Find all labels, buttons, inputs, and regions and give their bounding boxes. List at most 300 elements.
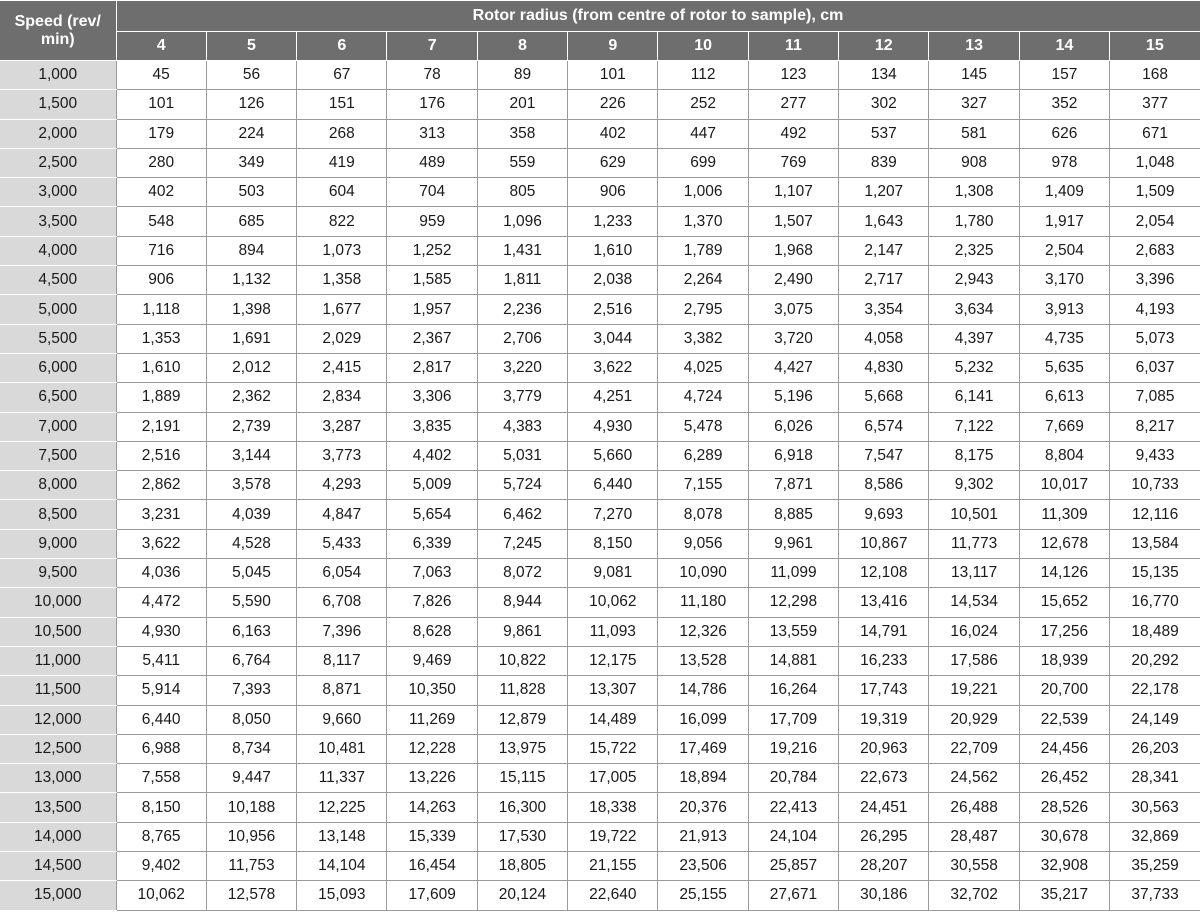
- rcf-value-cell: 252: [658, 90, 748, 119]
- rcf-value-cell: 3,220: [477, 353, 567, 382]
- rcf-value-cell: 26,488: [929, 793, 1019, 822]
- speed-cell: 9,500: [0, 559, 116, 588]
- rcf-value-cell: 13,975: [477, 734, 567, 763]
- rcf-value-cell: 16,454: [387, 852, 477, 881]
- rcf-value-cell: 4,251: [568, 383, 658, 412]
- rcf-value-cell: 2,012: [206, 353, 296, 382]
- rcf-value-cell: 7,085: [1110, 383, 1200, 412]
- rcf-value-cell: 11,753: [206, 852, 296, 881]
- rcf-value-cell: 5,724: [477, 471, 567, 500]
- table-row: [0, 90, 1200, 119]
- rcf-value-cell: 12,116: [1110, 500, 1200, 529]
- table-row: [0, 178, 1200, 207]
- rcf-value-cell: 1,358: [297, 266, 387, 295]
- rcf-value-cell: 9,402: [116, 852, 206, 881]
- rcf-value-cell: 15,652: [1019, 588, 1109, 617]
- rcf-value-cell: 10,062: [116, 881, 206, 910]
- rcf-value-cell: 7,122: [929, 412, 1019, 441]
- rcf-value-cell: 302: [839, 90, 929, 119]
- rcf-value-cell: 157: [1019, 61, 1109, 90]
- speed-cell: 4,000: [0, 236, 116, 265]
- speed-cell: 7,500: [0, 441, 116, 470]
- rcf-value-cell: 10,062: [568, 588, 658, 617]
- rcf-value-cell: 6,054: [297, 559, 387, 588]
- rcf-value-cell: 11,337: [297, 764, 387, 793]
- table-row: [0, 61, 1200, 90]
- rcf-value-cell: 16,024: [929, 617, 1019, 646]
- rcf-value-cell: 1,968: [748, 236, 838, 265]
- rcf-value-cell: 3,306: [387, 383, 477, 412]
- rcf-value-cell: 280: [116, 148, 206, 177]
- rcf-value-cell: 2,862: [116, 471, 206, 500]
- rcf-value-cell: 1,917: [1019, 207, 1109, 236]
- rcf-value-cell: 805: [477, 178, 567, 207]
- rcf-value-cell: 4,427: [748, 353, 838, 382]
- rcf-value-cell: 6,613: [1019, 383, 1109, 412]
- table-row: [0, 471, 1200, 500]
- rcf-value-cell: 4,039: [206, 500, 296, 529]
- rcf-value-cell: 8,072: [477, 559, 567, 588]
- rcf-value-cell: 2,490: [748, 266, 838, 295]
- rcf-value-cell: 14,489: [568, 705, 658, 734]
- rcf-value-cell: 17,005: [568, 764, 658, 793]
- rcf-value-cell: 17,709: [748, 705, 838, 734]
- rcf-value-cell: 277: [748, 90, 838, 119]
- rcf-value-cell: 2,739: [206, 412, 296, 441]
- speed-cell: 1,500: [0, 90, 116, 119]
- rcf-value-cell: 20,700: [1019, 676, 1109, 705]
- rcf-value-cell: 9,861: [477, 617, 567, 646]
- rcf-value-cell: 16,233: [839, 646, 929, 675]
- radius-column-header: 8: [477, 32, 567, 61]
- rcf-value-cell: 10,350: [387, 676, 477, 705]
- rcf-value-cell: 14,786: [658, 676, 748, 705]
- speed-cell: 11,000: [0, 646, 116, 675]
- speed-cell: 3,000: [0, 178, 116, 207]
- rcf-value-cell: 7,393: [206, 676, 296, 705]
- rcf-value-cell: 151: [297, 90, 387, 119]
- rcf-value-cell: 5,232: [929, 353, 1019, 382]
- radius-column-header: 10: [658, 32, 748, 61]
- speed-cell: 6,500: [0, 383, 116, 412]
- rcf-value-cell: 18,805: [477, 852, 567, 881]
- rcf-value-cell: 7,669: [1019, 412, 1109, 441]
- speed-cell: 12,000: [0, 705, 116, 734]
- rcf-value-cell: 12,225: [297, 793, 387, 822]
- rcf-value-cell: 11,093: [568, 617, 658, 646]
- rcf-value-cell: 503: [206, 178, 296, 207]
- rcf-value-cell: 22,413: [748, 793, 838, 822]
- rcf-value-cell: 1,006: [658, 178, 748, 207]
- rcf-value-cell: 201: [477, 90, 567, 119]
- rcf-value-cell: 112: [658, 61, 748, 90]
- radius-column-header: 11: [748, 32, 838, 61]
- rcf-value-cell: 11,180: [658, 588, 748, 617]
- rcf-value-cell: 1,610: [568, 236, 658, 265]
- rcf-value-cell: 3,622: [568, 353, 658, 382]
- rcf-value-cell: 5,009: [387, 471, 477, 500]
- rcf-value-cell: 629: [568, 148, 658, 177]
- rcf-value-cell: 14,534: [929, 588, 1019, 617]
- rcf-value-cell: 6,462: [477, 500, 567, 529]
- rcf-value-cell: 9,961: [748, 529, 838, 558]
- table-row: [0, 588, 1200, 617]
- rcf-value-cell: 2,683: [1110, 236, 1200, 265]
- rcf-value-cell: 9,660: [297, 705, 387, 734]
- rcf-value-cell: 9,056: [658, 529, 748, 558]
- rcf-value-cell: 26,452: [1019, 764, 1109, 793]
- rcf-value-cell: 1,233: [568, 207, 658, 236]
- rcf-value-cell: 906: [568, 178, 658, 207]
- rcf-value-cell: 8,175: [929, 441, 1019, 470]
- rcf-value-cell: 224: [206, 119, 296, 148]
- rcf-value-cell: 548: [116, 207, 206, 236]
- rcf-value-cell: 10,956: [206, 822, 296, 851]
- speed-column-header: Speed (rev/ min): [0, 1, 116, 61]
- rcf-value-cell: 6,918: [748, 441, 838, 470]
- table-row: [0, 793, 1200, 822]
- rcf-value-cell: 226: [568, 90, 658, 119]
- rcf-value-cell: 123: [748, 61, 838, 90]
- rcf-value-cell: 12,578: [206, 881, 296, 910]
- rcf-value-cell: 101: [116, 90, 206, 119]
- rcf-value-cell: 8,765: [116, 822, 206, 851]
- rcf-value-cell: 16,264: [748, 676, 838, 705]
- rcf-value-cell: 13,117: [929, 559, 1019, 588]
- rcf-value-cell: 2,706: [477, 324, 567, 353]
- rcf-value-cell: 3,396: [1110, 266, 1200, 295]
- rcf-value-cell: 1,207: [839, 178, 929, 207]
- rcf-value-cell: 377: [1110, 90, 1200, 119]
- rcf-value-cell: 8,586: [839, 471, 929, 500]
- rcf-value-cell: 19,221: [929, 676, 1019, 705]
- rcf-value-cell: 1,398: [206, 295, 296, 324]
- rcf-value-cell: 13,528: [658, 646, 748, 675]
- rcf-value-cell: 671: [1110, 119, 1200, 148]
- rcf-value-cell: 10,867: [839, 529, 929, 558]
- rcf-value-cell: 8,734: [206, 734, 296, 763]
- speed-cell: 1,000: [0, 61, 116, 90]
- table-row: [0, 676, 1200, 705]
- rcf-value-cell: 839: [839, 148, 929, 177]
- rcf-value-cell: 3,044: [568, 324, 658, 353]
- rcf-value-cell: 6,708: [297, 588, 387, 617]
- rcf-value-cell: 126: [206, 90, 296, 119]
- rcf-value-cell: 18,489: [1110, 617, 1200, 646]
- speed-cell: 13,500: [0, 793, 116, 822]
- rcf-value-cell: 12,175: [568, 646, 658, 675]
- rcf-value-cell: 822: [297, 207, 387, 236]
- radius-values-row: [0, 32, 1200, 61]
- rcf-value-cell: 7,558: [116, 764, 206, 793]
- speed-cell: 2,000: [0, 119, 116, 148]
- rcf-value-cell: 67: [297, 61, 387, 90]
- rcf-value-cell: 2,367: [387, 324, 477, 353]
- rcf-value-cell: 14,791: [839, 617, 929, 646]
- rcf-value-cell: 8,150: [568, 529, 658, 558]
- rcf-value-cell: 1,585: [387, 266, 477, 295]
- rcf-value-cell: 8,628: [387, 617, 477, 646]
- rcf-value-cell: 559: [477, 148, 567, 177]
- rcf-value-cell: 21,913: [658, 822, 748, 851]
- rcf-value-cell: 492: [748, 119, 838, 148]
- rcf-value-cell: 1,789: [658, 236, 748, 265]
- rcf-value-cell: 168: [1110, 61, 1200, 90]
- rcf-value-cell: 604: [297, 178, 387, 207]
- rcf-value-cell: 26,203: [1110, 734, 1200, 763]
- rcf-value-cell: 769: [748, 148, 838, 177]
- table-row: [0, 822, 1200, 851]
- rcf-value-cell: 11,269: [387, 705, 477, 734]
- rcf-value-cell: 3,913: [1019, 295, 1109, 324]
- radius-column-header: 5: [206, 32, 296, 61]
- rcf-value-cell: 3,287: [297, 412, 387, 441]
- rcf-value-cell: 9,447: [206, 764, 296, 793]
- rcf-value-cell: 5,196: [748, 383, 838, 412]
- rcf-value-cell: 24,451: [839, 793, 929, 822]
- rcf-value-cell: 7,155: [658, 471, 748, 500]
- rcf-value-cell: 1,889: [116, 383, 206, 412]
- radius-column-header: 13: [929, 32, 1019, 61]
- rcf-value-cell: 1,691: [206, 324, 296, 353]
- rcf-value-cell: 1,811: [477, 266, 567, 295]
- rcf-value-cell: 7,270: [568, 500, 658, 529]
- radius-column-header: 7: [387, 32, 477, 61]
- rcf-value-cell: 4,036: [116, 559, 206, 588]
- speed-cell: 5,000: [0, 295, 116, 324]
- rcf-value-cell: 704: [387, 178, 477, 207]
- table-row: [0, 236, 1200, 265]
- rcf-value-cell: 6,163: [206, 617, 296, 646]
- rcf-value-cell: 10,090: [658, 559, 748, 588]
- rcf-value-cell: 3,720: [748, 324, 838, 353]
- radius-group-header: Rotor radius (from centre of rotor to sample), cm: [116, 1, 1200, 32]
- rcf-value-cell: 1,370: [658, 207, 748, 236]
- speed-cell: 12,500: [0, 734, 116, 763]
- rcf-value-cell: 2,795: [658, 295, 748, 324]
- rcf-value-cell: 9,302: [929, 471, 1019, 500]
- rcf-value-cell: 2,236: [477, 295, 567, 324]
- rcf-value-cell: 978: [1019, 148, 1109, 177]
- rcf-value-cell: 1,132: [206, 266, 296, 295]
- rcf-value-cell: 1,957: [387, 295, 477, 324]
- speed-cell: 14,000: [0, 822, 116, 851]
- rcf-value-cell: 1,509: [1110, 178, 1200, 207]
- rcf-value-cell: 30,678: [1019, 822, 1109, 851]
- rcf-value-cell: 581: [929, 119, 1019, 148]
- rcf-value-cell: 17,743: [839, 676, 929, 705]
- rcf-value-cell: 1,677: [297, 295, 387, 324]
- rcf-value-cell: 25,857: [748, 852, 838, 881]
- speed-cell: 4,500: [0, 266, 116, 295]
- table-row: [0, 148, 1200, 177]
- table-row: [0, 207, 1200, 236]
- rcf-value-cell: 716: [116, 236, 206, 265]
- rcf-value-cell: 18,939: [1019, 646, 1109, 675]
- radius-column-header: 9: [568, 32, 658, 61]
- rcf-value-cell: 1,118: [116, 295, 206, 324]
- rcf-value-cell: 419: [297, 148, 387, 177]
- rcf-value-cell: 23,506: [658, 852, 748, 881]
- table-row: [0, 324, 1200, 353]
- rcf-value-cell: 145: [929, 61, 1019, 90]
- rcf-value-cell: 894: [206, 236, 296, 265]
- speed-cell: 15,000: [0, 881, 116, 910]
- speed-cell: 8,500: [0, 500, 116, 529]
- rcf-value-cell: 313: [387, 119, 477, 148]
- rcf-value-cell: 12,678: [1019, 529, 1109, 558]
- rcf-value-cell: 10,501: [929, 500, 1019, 529]
- rcf-value-cell: 17,530: [477, 822, 567, 851]
- rcf-value-cell: 268: [297, 119, 387, 148]
- rcf-value-cell: 8,871: [297, 676, 387, 705]
- rcf-value-cell: 5,635: [1019, 353, 1109, 382]
- rcf-value-cell: 2,038: [568, 266, 658, 295]
- rcf-value-cell: 2,191: [116, 412, 206, 441]
- table-row: [0, 705, 1200, 734]
- rcf-value-cell: 8,050: [206, 705, 296, 734]
- rcf-value-cell: 8,885: [748, 500, 838, 529]
- rcf-value-cell: 5,073: [1110, 324, 1200, 353]
- rcf-value-cell: 8,078: [658, 500, 748, 529]
- rcf-value-cell: 4,724: [658, 383, 748, 412]
- rcf-value-cell: 13,584: [1110, 529, 1200, 558]
- table-row: [0, 295, 1200, 324]
- rcf-value-cell: 14,104: [297, 852, 387, 881]
- speed-cell: 2,500: [0, 148, 116, 177]
- rcf-value-cell: 2,516: [568, 295, 658, 324]
- rcf-value-cell: 2,325: [929, 236, 1019, 265]
- rcf-value-cell: 12,108: [839, 559, 929, 588]
- rcf-value-cell: 6,339: [387, 529, 477, 558]
- rcf-value-cell: 959: [387, 207, 477, 236]
- rcf-value-cell: 352: [1019, 90, 1109, 119]
- rcf-value-cell: 2,264: [658, 266, 748, 295]
- rcf-value-cell: 28,207: [839, 852, 929, 881]
- rcf-value-cell: 327: [929, 90, 1019, 119]
- radius-column-header: 12: [839, 32, 929, 61]
- rcf-value-cell: 11,828: [477, 676, 567, 705]
- rcf-value-cell: 9,433: [1110, 441, 1200, 470]
- rcf-value-cell: 13,559: [748, 617, 838, 646]
- rcf-value-cell: 26,295: [839, 822, 929, 851]
- rcf-value-cell: 14,881: [748, 646, 838, 675]
- rcf-value-cell: 20,292: [1110, 646, 1200, 675]
- rcf-value-cell: 4,830: [839, 353, 929, 382]
- speed-cell: 8,000: [0, 471, 116, 500]
- rcf-value-cell: 11,773: [929, 529, 1019, 558]
- rcf-value-cell: 3,622: [116, 529, 206, 558]
- rcf-value-cell: 6,440: [568, 471, 658, 500]
- rcf-value-cell: 4,025: [658, 353, 748, 382]
- rcf-value-cell: 17,469: [658, 734, 748, 763]
- rcf-value-cell: 5,411: [116, 646, 206, 675]
- rcf-value-cell: 45: [116, 61, 206, 90]
- rcf-value-cell: 906: [116, 266, 206, 295]
- rcf-value-cell: 9,081: [568, 559, 658, 588]
- rcf-value-cell: 626: [1019, 119, 1109, 148]
- rcf-value-cell: 22,673: [839, 764, 929, 793]
- rcf-value-cell: 5,654: [387, 500, 477, 529]
- rcf-value-cell: 5,433: [297, 529, 387, 558]
- rcf-value-cell: 35,217: [1019, 881, 1109, 910]
- table-row: [0, 529, 1200, 558]
- rcf-value-cell: 78: [387, 61, 477, 90]
- rcf-value-cell: 32,869: [1110, 822, 1200, 851]
- rcf-value-cell: 3,170: [1019, 266, 1109, 295]
- rcf-value-cell: 1,252: [387, 236, 477, 265]
- rcf-value-cell: 5,045: [206, 559, 296, 588]
- rcf-value-cell: 2,717: [839, 266, 929, 295]
- rcf-value-cell: 19,319: [839, 705, 929, 734]
- rcf-value-cell: 24,149: [1110, 705, 1200, 734]
- rcf-value-cell: 101: [568, 61, 658, 90]
- rcf-value-cell: 14,126: [1019, 559, 1109, 588]
- rcf-value-cell: 20,376: [658, 793, 748, 822]
- rcf-value-cell: 7,826: [387, 588, 477, 617]
- rcf-value-cell: 24,104: [748, 822, 838, 851]
- table-row: [0, 559, 1200, 588]
- rcf-value-cell: 2,054: [1110, 207, 1200, 236]
- rcf-value-cell: 37,733: [1110, 881, 1200, 910]
- rcf-value-cell: 15,135: [1110, 559, 1200, 588]
- rcf-value-cell: 35,259: [1110, 852, 1200, 881]
- rcf-value-cell: 1,507: [748, 207, 838, 236]
- rcf-value-cell: 18,894: [658, 764, 748, 793]
- rcf-value-cell: 11,309: [1019, 500, 1109, 529]
- rcf-value-cell: 10,017: [1019, 471, 1109, 500]
- rcf-value-cell: 17,586: [929, 646, 1019, 675]
- rcf-value-cell: 6,141: [929, 383, 1019, 412]
- rcf-value-cell: 8,944: [477, 588, 567, 617]
- rcf-value-cell: 7,396: [297, 617, 387, 646]
- rcf-value-cell: 2,415: [297, 353, 387, 382]
- rcf-value-cell: 447: [658, 119, 748, 148]
- rcf-value-cell: 2,029: [297, 324, 387, 353]
- rcf-value-cell: 1,353: [116, 324, 206, 353]
- table-row: [0, 881, 1200, 910]
- table-row: [0, 734, 1200, 763]
- rcf-value-cell: 908: [929, 148, 1019, 177]
- header-row-top: [0, 1, 1200, 32]
- rcf-value-cell: 20,784: [748, 764, 838, 793]
- table-row: [0, 353, 1200, 382]
- rcf-value-cell: 3,075: [748, 295, 838, 324]
- rcf-value-cell: 3,354: [839, 295, 929, 324]
- rcf-value-cell: 15,115: [477, 764, 567, 793]
- speed-cell: 7,000: [0, 412, 116, 441]
- rcf-value-cell: 12,879: [477, 705, 567, 734]
- rcf-value-cell: 685: [206, 207, 296, 236]
- speed-cell: 9,000: [0, 529, 116, 558]
- table-body: [0, 61, 1200, 911]
- rcf-value-cell: 134: [839, 61, 929, 90]
- rcf-value-cell: 4,930: [116, 617, 206, 646]
- rcf-value-cell: 1,643: [839, 207, 929, 236]
- rcf-value-cell: 7,063: [387, 559, 477, 588]
- rcf-value-cell: 7,871: [748, 471, 838, 500]
- rcf-value-cell: 22,539: [1019, 705, 1109, 734]
- rcf-value-cell: 8,804: [1019, 441, 1109, 470]
- rcf-value-cell: 2,834: [297, 383, 387, 412]
- rcf-value-cell: 4,472: [116, 588, 206, 617]
- rcf-value-cell: 18,338: [568, 793, 658, 822]
- rcf-value-cell: 27,671: [748, 881, 838, 910]
- rcf-value-cell: 15,722: [568, 734, 658, 763]
- rcf-value-cell: 22,640: [568, 881, 658, 910]
- rcf-value-cell: 25,155: [658, 881, 748, 910]
- speed-cell: 10,000: [0, 588, 116, 617]
